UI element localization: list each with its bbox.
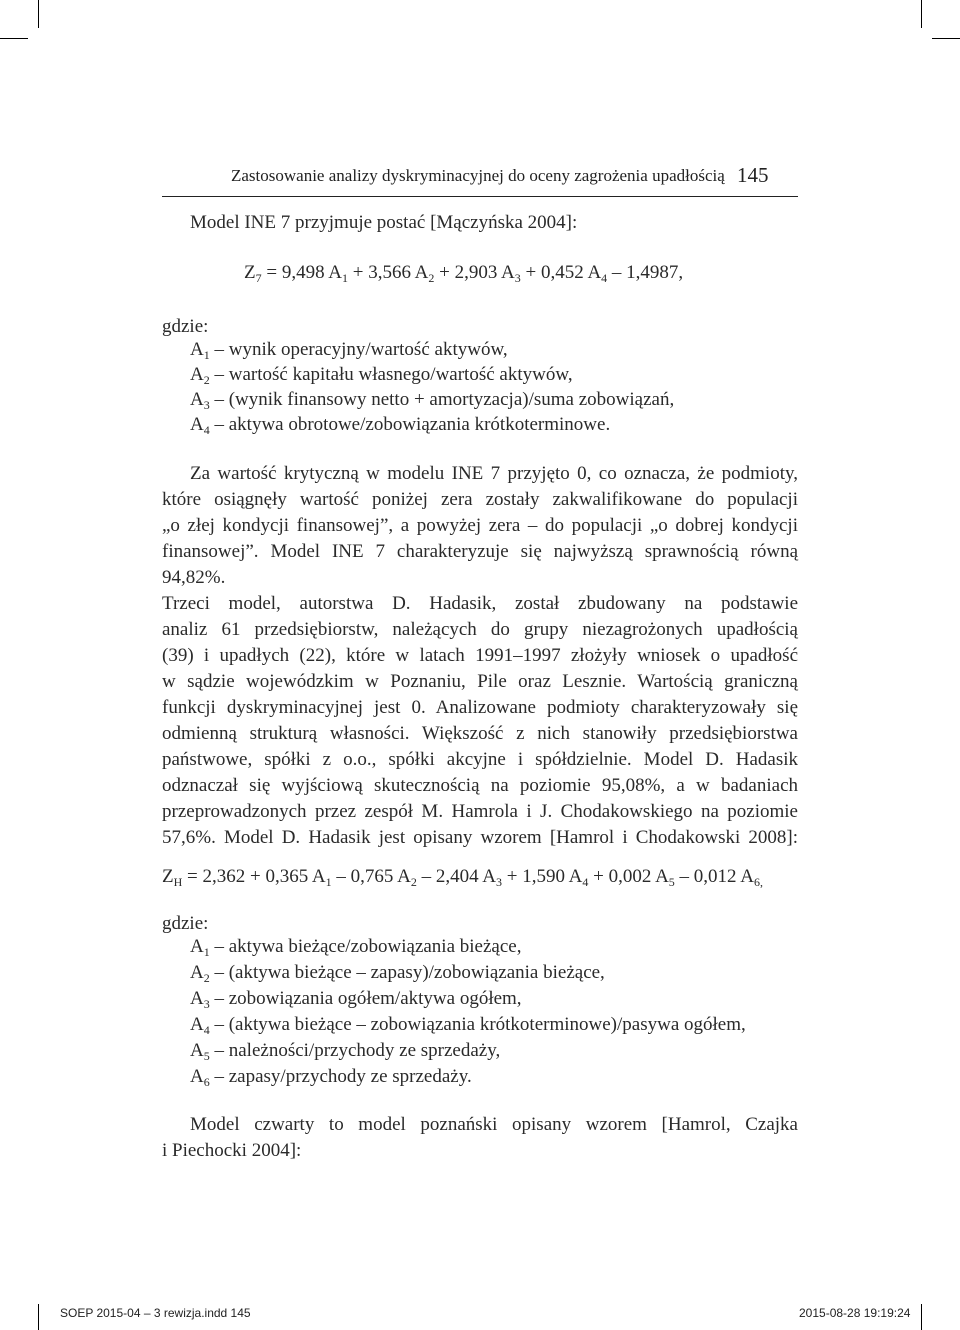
paragraph-line: Trzeci model, autorstwa D. Hadasik, został zbudowany na podstawie bbox=[162, 593, 798, 614]
slug-filename: SOEP 2015-04 – 3 rewizja.indd 145 bbox=[60, 1306, 251, 1320]
variable-definition: $A_4$ – (aktywa bieżące – zobowiązania krótkoterminowe)/pasywa ogółem, bbox=[190, 1014, 746, 1037]
crop-mark-top-left-h bbox=[0, 38, 28, 39]
variable-definition: $A_4$ – aktywa obrotowe/zobowiązania krótkoterminowe. bbox=[190, 414, 611, 437]
variable-definition: $A_2$ – wartość kapitału własnego/wartość aktywów, bbox=[190, 364, 573, 387]
page-number: 145 bbox=[737, 163, 769, 187]
crop-mark-top-right bbox=[921, 0, 922, 28]
paragraph-line: finansowej”. Model INE 7 charakteryzuje się najwyższą sprawnością równą bbox=[162, 541, 798, 562]
print-slug bbox=[0, 1302, 960, 1330]
paragraph-line: Za wartość krytyczną w modelu INE 7 przyjęto 0, co oznacza, że podmioty, bbox=[190, 463, 798, 484]
where-label-2: gdzie: bbox=[162, 913, 209, 934]
variable-definition: $A_2$ – (aktywa bieżące – zapasy)/zobowiązania bieżące, bbox=[190, 962, 605, 985]
where-label-1: gdzie: bbox=[162, 316, 209, 337]
paragraph-line: 94,82%. bbox=[162, 567, 226, 588]
paragraph-line: „o złej kondycji finansowej”, a powyżej zera – do populacji „o dobrej kondycji bbox=[162, 515, 798, 536]
paragraph-line: odmienną strukturą własności. Większość z nich stanowiły przedsiębiorstwa bbox=[162, 723, 798, 744]
paragraph-line: odznaczał się wyjściową skutecznością na poziomie 95,08%, a w badaniach bbox=[162, 775, 798, 796]
slug-timestamp: 2015-08-28 19:19:24 bbox=[799, 1306, 911, 1320]
paragraph-line: analiz 61 przedsiębiorstw, należących do grupy niezagrożonych upadłością bbox=[162, 619, 798, 640]
variable-definition: $A_3$ – (wynik finansowy netto + amortyzacja)/suma zobowiązań, bbox=[190, 389, 675, 412]
paragraph-line: funkcji dyskryminacyjnej jest 0. Analizowane podmioty charakteryzowały się bbox=[162, 697, 798, 718]
crop-mark-bottom-right bbox=[921, 1304, 922, 1330]
paragraph-line: i Piechocki 2004]: bbox=[162, 1140, 302, 1161]
variable-definition: $A_3$ – zobowiązania ogółem/aktywa ogółem, bbox=[190, 988, 522, 1011]
formula-hadasik: $Z_H = 2,362 + 0,365$ $A_1 - 0,765$ $A_2 - 2,404$ $A_3 + 1,590$ $A_4 + 0,002$ $A_5 - 0,012$ $A_{6,}$ bbox=[162, 866, 763, 889]
paragraph-line: przeprowadzonych przez zespół M. Hamrola i J. Chodakowskiego na poziomie bbox=[162, 801, 798, 822]
paragraph-line: w sądzie wojewódzkim w Poznaniu, Pile oraz Lesznie. Wartością graniczną bbox=[162, 671, 798, 692]
paragraph-line: 57,6%. Model D. Hadasik jest opisany wzorem [Hamrol i Chodakowski 2008]: bbox=[162, 827, 798, 848]
crop-mark-top-right-h bbox=[932, 38, 960, 39]
paragraph-line: (39) i upadłych (22), które w latach 1991–1997 złożyły wniosek o upadłość bbox=[162, 645, 798, 666]
intro-line: Model INE 7 przyjmuje postać [Mączyńska 2004]: bbox=[190, 212, 578, 233]
crop-mark-bottom-left bbox=[38, 1304, 39, 1330]
variable-definition: $A_5$ – należności/przychody ze sprzedaży, bbox=[190, 1040, 501, 1063]
variable-definition: $A_1$ – wynik operacyjny/wartość aktywów, bbox=[190, 339, 508, 362]
running-header: Zastosowanie analizy dyskryminacyjnej do oceny zagrożenia upadłością bbox=[231, 166, 725, 185]
paragraph-line: które osiągnęły wartość poniżej zera zostały zakwalifikowane do populacji bbox=[162, 489, 798, 510]
paragraph-line: państwowe, spółki z o.o., spółki akcyjne i spółdzielnie. Model D. Hadasik bbox=[162, 749, 798, 770]
formula-ine7: $Z_7 = 9,498$ $A_1 + 3,566$ $A_2 + 2,903$ $A_3 + 0,452$ $A_4 - 1,4987$, bbox=[244, 262, 684, 285]
header-rule bbox=[162, 196, 798, 197]
crop-mark-top-left bbox=[38, 0, 39, 28]
variable-definition: $A_6$ – zapasy/przychody ze sprzedaży. bbox=[190, 1066, 472, 1089]
variable-definition: $A_1$ – aktywa bieżące/zobowiązania bieżące, bbox=[190, 936, 522, 959]
paragraph-line: Model czwarty to model poznański opisany wzorem [Hamrol, Czajka bbox=[190, 1114, 798, 1135]
